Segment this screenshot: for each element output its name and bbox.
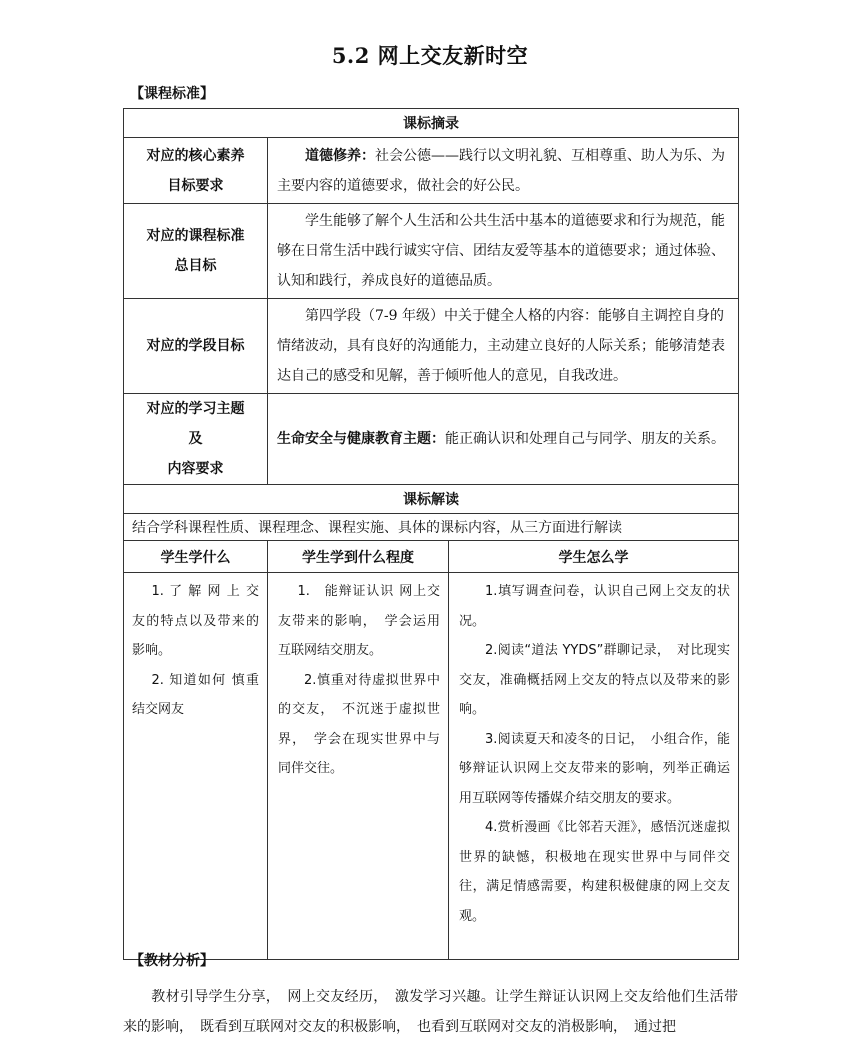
column-header-how: 学生怎么学: [449, 541, 739, 573]
row-label: 对应的课程标准 总目标: [124, 204, 268, 299]
row-label: 对应的学习主题 及 内容要求: [124, 394, 268, 485]
table-row: [124, 394, 739, 485]
row-label: 对应的学段目标: [124, 299, 268, 394]
page-title: 5.2 网上交友新时空: [331, 43, 529, 68]
column-header-what: 学生学什么: [124, 541, 268, 573]
table-row: [124, 299, 739, 394]
row-content: 第四学段（7-9 年级）中关于健全人格的内容：能够自主调控自身的情绪波动，具有良好的沟通能力，主动建立良好的人际关系；能够清楚表达自己的感受和见解，善于倾听他人的意见，自我改进。: [268, 299, 739, 394]
row-content: 生命安全与健康教育主题：能正确认识和处理自己与同学、朋友的关系。: [268, 394, 739, 485]
analysis-paragraph: 教材引导学生分享， 网上交友经历， 激发学习兴趣。让学生辩证认识网上交友给他们生活带来的影响， 既看到互联网对交友的积极影响， 也看到互联网对交友的消极影响， 通过把: [123, 989, 738, 1035]
row-label: 对应的核心素养 目标要求: [124, 138, 268, 204]
column-header-degree: 学生学到什么程度: [268, 541, 449, 573]
section-heading-textbook-analysis: 【教材分析】: [130, 953, 214, 969]
row-content: 道德修养：社会公德——践行以文明礼貌、互相尊重、助人为乐、为主要内容的道德要求，做社会的好公民。: [268, 138, 739, 204]
table-row: [124, 138, 739, 204]
column-degree-content: 1. 能辩证认识 网上交友带来的影响， 学会运用互联网结交朋友。 2.慎重对待虚拟世界中的交友， 不沉迷于虚拟世界， 学会在现实世界中与同伴交往。: [268, 573, 449, 960]
table-row: [124, 204, 739, 299]
row-content: 学生能够了解个人生活和公共生活中基本的道德要求和行为规范，能够在日常生活中践行诚实守信、团结友爱等基本的道德要求；通过体验、认知和践行，养成良好的道德品质。: [268, 204, 739, 299]
curriculum-standard-table: [123, 108, 739, 960]
section-heading-curriculum-standard: 【课程标准】: [130, 86, 214, 102]
table-header-excerpt: 课标摘录: [124, 109, 739, 138]
interpretation-text: 结合学科课程性质、课程理念、课程实施、具体的课标内容，从三方面进行解读: [124, 514, 739, 541]
column-what-content: 1. 了 解 网 上 交 友的特点以及带来的影响。 2. 知道如何 慎重结交网友: [124, 573, 268, 960]
table-header-interpretation: 课标解读: [124, 485, 739, 514]
column-how-content: 1.填写调查问卷，认识自己网上交友的状况。 2.阅读“道法 YYDS”群聊记录， 对比现实交友，准确概括网上交友的特点以及带来的影响。 3.阅读夏天和凌冬的日记， 小组合作，能够辩证认识网上交友带来的影响，列举正确运用互联网等传播媒介结交朋友的要求。 4.赏析漫画《比邻若天涯》，感悟沉迷虚拟世界的缺憾，积极地在现实世界中与同伴交往，满足情感需要，构建积极健康的网上交友观。: [449, 573, 739, 960]
